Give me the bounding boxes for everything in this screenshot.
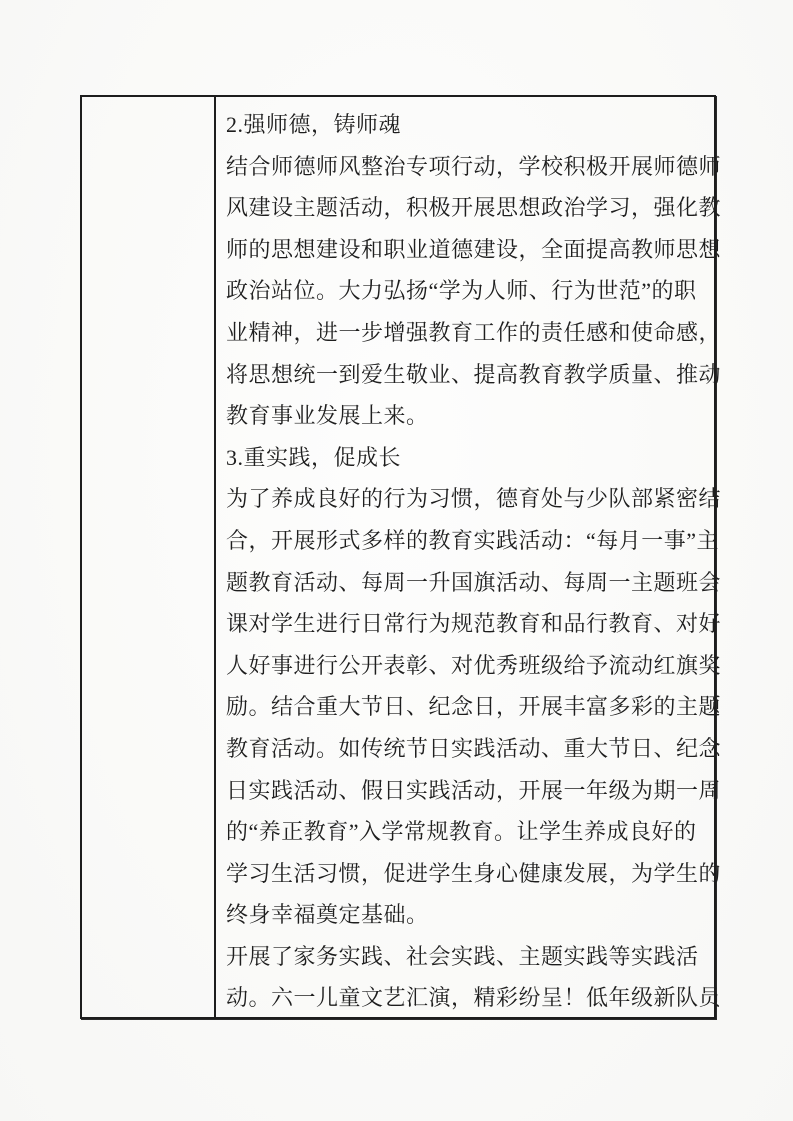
text-line: 学习生活习惯，促进学生身心健康发展，为学生的	[226, 860, 722, 886]
text-line: 题教育活动、每周一升国旗活动、每周一主题班会	[226, 569, 722, 595]
text-line: 教育活动。如传统节日实践活动、重大节日、纪念	[226, 735, 722, 761]
text-line: 课对学生进行日常行为规范教育和品行教育、对好	[226, 611, 722, 637]
text-line: 人好事进行公开表彰、对优秀班级给予流动红旗奖	[226, 652, 722, 678]
text-line: 日实践活动、假日实践活动，开展一年级为期一周	[226, 777, 722, 803]
text-line: 风建设主题活动，积极开展思想政治学习，强化教	[226, 195, 722, 221]
text-line: 3.重实践，促成长	[226, 444, 402, 470]
text-line: 政治站位。大力弘扬“学为人师、行为世范”的职	[226, 278, 697, 304]
text-line: 动。六一儿童文艺汇演，精彩纷呈！低年级新队员	[226, 985, 722, 1011]
table-cell-left-empty	[82, 97, 216, 1017]
text-line: 终身幸福奠定基础。	[226, 902, 429, 928]
text-line: 为了养成良好的行为习惯，德育处与少队部紧密结	[226, 486, 722, 512]
text-line: 2.强师德，铸师魂	[226, 112, 402, 137]
text-line: 结合师德师风整治专项行动，学校积极开展师德师	[226, 153, 722, 179]
text-line: 合，开展形式多样的教育实践活动：“每月一事”主	[226, 527, 720, 553]
text-line: 业精神，进一步增强教育工作的责任感和使命感，	[226, 319, 722, 345]
text-line: 励。结合重大节日、纪念日，开展丰富多彩的主题	[226, 694, 722, 720]
text-line: 将思想统一到爱生敬业、提高教育教学质量、推动	[226, 361, 722, 387]
text-line: 的“养正教育”入学常规教育。让学生养成良好的	[226, 819, 697, 845]
document-table	[80, 95, 722, 1019]
table-cell-content	[216, 97, 727, 1017]
text-line: 开展了家务实践、社会实践、主题实践等实践活	[226, 943, 699, 969]
text-line: 师的思想建设和职业道德建设，全面提高教师思想	[226, 236, 722, 262]
text-line: 教育事业发展上来。	[226, 403, 429, 429]
